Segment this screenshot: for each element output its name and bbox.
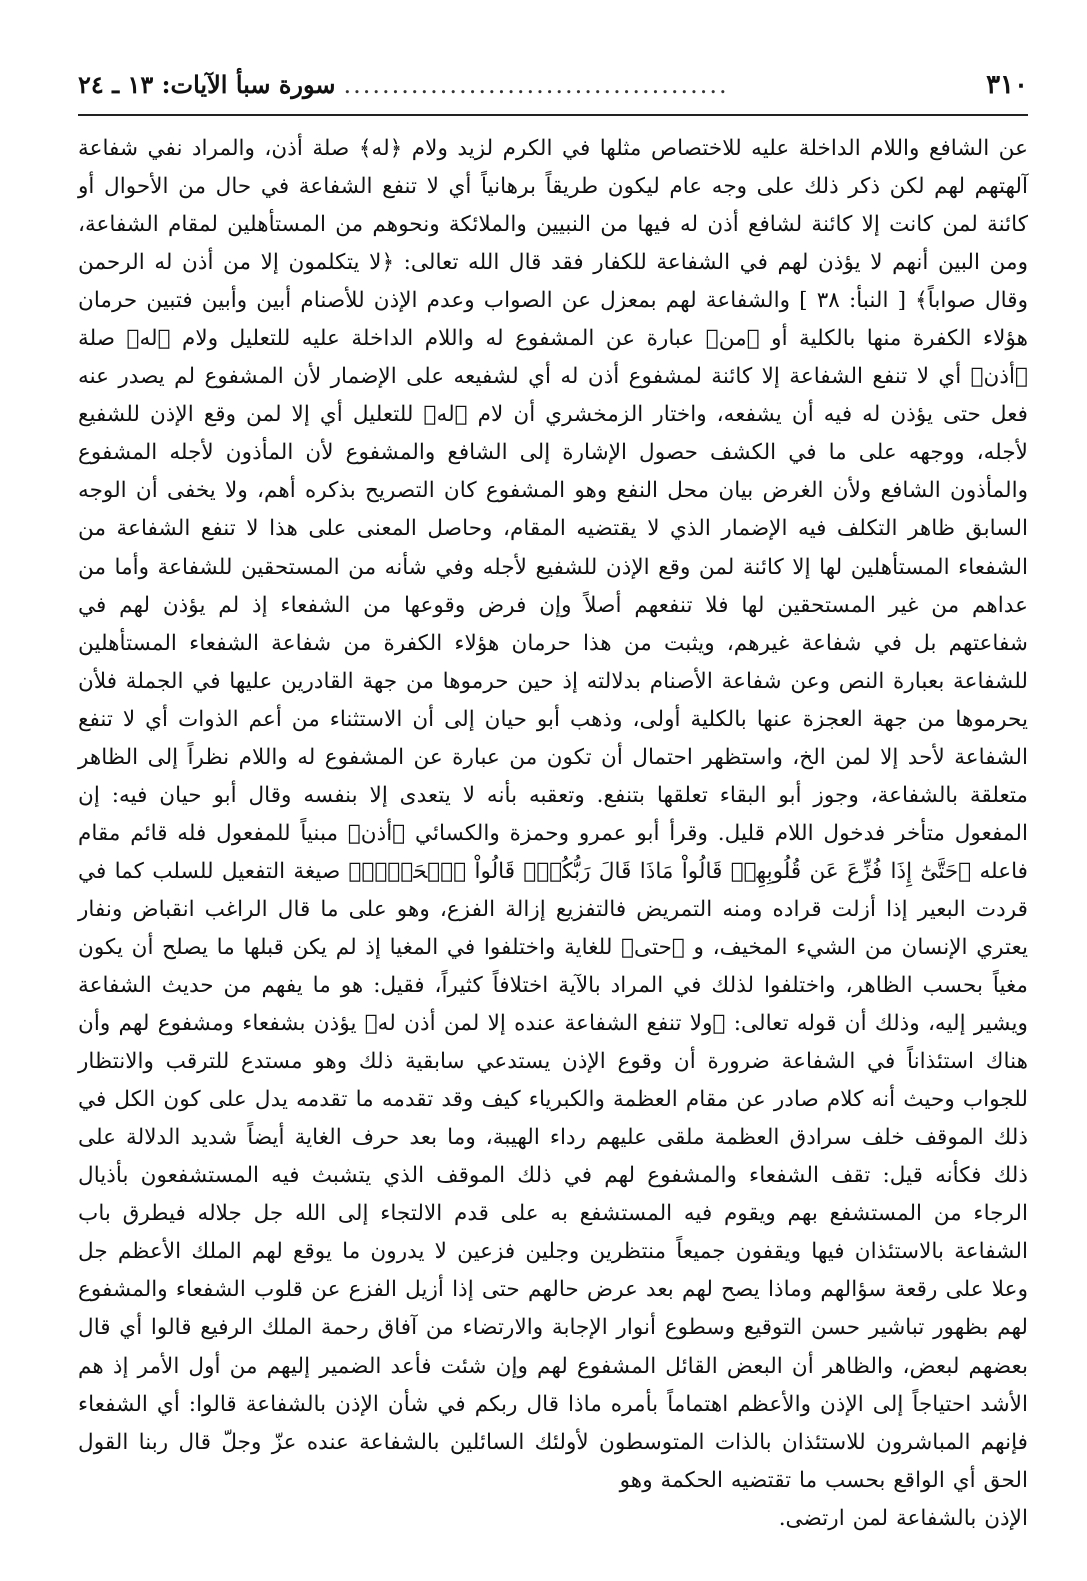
body-text: عن الشافع واللام الداخلة عليه للاختصاص مثلها في الكرم لزيد ولام ﴿له﴾ صلة أذن، والمراد نفي شفاعة آلهتهم لهم لكن ذكر ذلك على وجه عام ليكون طريقاً برهانياً أي لا تنفع الشفاعة في حال من الأحوال أو كائنة لمن كانت إلا كائنة لشافع أذن له فيها من النبيين والملائكة ونحوهم من المستأهلين لمقام الشفاعة، ومن البين أنهم لا يؤذن لهم في الشفاعة للكفار فقد قال الله تعالى: ﴿لا يتكلمون إلا من أذن له الرحمن وقال صواباً﴾ [ النبأ: ٣٨ ] والشفاعة لهم بمعزل عن الصواب وعدم الإذن للأصنام أبين وأبين فتبين حرمان هؤلاء الكفرة منها بالكلية أو ﴿من﴾ عبارة عن المشفوع له واللام الداخلة عليه للتعليل ولام ﴿له﴾ صلة ﴿أذن﴾ أي لا تنفع الشفاعة إلا كائنة لمشفوع أذن له أي لشفيعه على الإضمار لأن المشفوع لم يصدر عنه فعل حتى يؤذن له فيه أن يشفعه، واختار الزمخشري أن لام ﴿له﴾ للتعليل أي إلا لمن وقع الإذن للشفيع لأجله، ووجهه على ما في الكشف حصول الإشارة إلى الشافع والمشفوع لأن المأذون لأجله المشفوع والمأذون الشافع ولأن الغرض بيان محل النفع وهو المشفوع كان التصريح بذكره أهم، ولا يخفى أن الوجه السابق ظاهر التكلف فيه الإضمار الذي لا يقتضيه المقام، وحاصل المعنى على هذا لا تنفع الشفاعة من الشفعاء المستأهلين لها إلا كائنة لمن وقع الإذن للشفيع لأجله وفي شأنه من المستحقين للشفاعة وأما من عداهم من غير المستحقين لها فلا تنفعهم أصلاً وإن فرض وقوعها من الشفعاء إذ لم يؤذن لهم في شفاعتهم بل في شفاعة غيرهم، ويثبت من هذا حرمان هؤلاء الكفرة من شفاعة الشفعاء المستأهلين للشفاعة بعبارة النص وعن شفاعة الأصنام بدلالته إذ حين حرموها من جهة القادرين عليها في الجملة فلأن يحرموها من جهة العجزة عنها بالكلية أولى، وذهب أبو حيان إلى أن الاستثناء من أعم الذوات أي لا تنفع الشفاعة لأحد إلا لمن الخ، واستظهر احتمال أن تكون من عبارة عن المشفوع له واللام نظراً إلى الظاهر متعلقة بالشفاعة، وجوز أبو البقاء تعلقها بتنفع. وتعقبه بأنه لا يتعدى إلا بنفسه وقال أبو حيان فيه: إن المفعول متأخر فدخول اللام قليل. وقرأ أبو عمرو وحمزة والكسائي ﴿أذن﴾ مبنياً للمفعول فله قائم مقام فاعله ﴿حَتَّىٰٓ إِذَا فُزِّعَ عَن قُلُوبِهِمۡ قَالُواْ مَاذَا قَالَ رَبُّكُمۡۖ قَالُواْ ٱلۡحَقَّۖ﴾ صيغة التفعيل للسلب كما في قردت البعير إذا أزلت قراده ومنه التمريض فالتفزيع إزالة الفزع، وهو على ما قال الراغب انقباض ونفار يعتري الإنسان من الشيء المخيف، و ﴿حتى﴾ للغاية واختلفوا في المغيا إذ لم يكن قبلها ما يصلح أن يكون مغياً بحسب الظاهر، واختلفوا لذلك في المراد بالآية اختلافاً كثيراً، فقيل: هو ما يفهم من حديث الشفاعة ويشير إليه، وذلك أن قوله تعالى: ﴿ولا تنفع الشفاعة عنده إلا لمن أذن له﴾ يؤذن بشفعاء ومشفوع لهم وأن هناك استئذاناً في الشفاعة ضرورة أن وقوع الإذن يستدعي سابقية ذلك وهو مستدع للترقب والانتظار للجواب وحيث أنه كلام صادر عن مقام العظمة والكبرياء كيف وقد تقدمه ما تقدمه يدل على كون الكل في ذلك الموقف خلف سرادق العظمة ملقى عليهم رداء الهيبة، وما بعد حرف الغاية أيضاً شديد الدلالة على ذلك فكأنه قيل: تقف الشفعاء والمشفوع لهم في ذلك الموقف الذي يتشبث فيه المستشفعون بأذيال الرجاء من المستشفع بهم ويقوم فيه المستشفع به على قدم الالتجاء إلى الله جل جلاله فيطرق باب الشفاعة بالاستئذان فيها ويقفون جميعاً منتظرين وجلين فزعين لا يدرون ما يوقع لهم الملك الأعظم جل وعلا على رقعة سؤالهم وماذا يصح لهم بعد عرض حالهم حتى إذا أزيل الفزع عن قلوب الشفعاء والمشفوع لهم بظهور تباشير حسن التوقيع وسطوع أنوار الإجابة والارتضاء من آفاق رحمة الملك الرفيع قالوا أي قال بعضهم لبعض، والظاهر أن البعض القائل المشفوع لهم وإن شئت فأعد الضمير إليهم من أول الأمر إذ هم الأشد احتياجاً إلى الإذن والأعظم اهتماماً بأمره ماذا قال ربكم في شأن الإذن بالشفاعة قالوا: أي الشفعاء فإنهم المباشرون للاستئذان بالذات المتوسطون لأولئك السائلين بالشفاعة عنده عزّ وجلّ قال ربنا القول الحق أي الواقع بحسب ما تقتضيه الحكمة وهو <box>78 136 1028 1493</box>
page <box>78 70 1028 1531</box>
body-last-line: الإذن بالشفاعة لمن ارتضى. <box>778 1505 1028 1531</box>
page-header <box>78 70 1028 116</box>
running-title-block <box>78 70 729 99</box>
title-leader-dots: ........................................ <box>343 71 729 99</box>
body-paragraph <box>78 130 1028 1538</box>
page-number: ٣١٠ <box>986 70 1028 100</box>
running-title: سورة سبأ الآيات: ١٣ ـ ٢٤ <box>78 70 336 99</box>
